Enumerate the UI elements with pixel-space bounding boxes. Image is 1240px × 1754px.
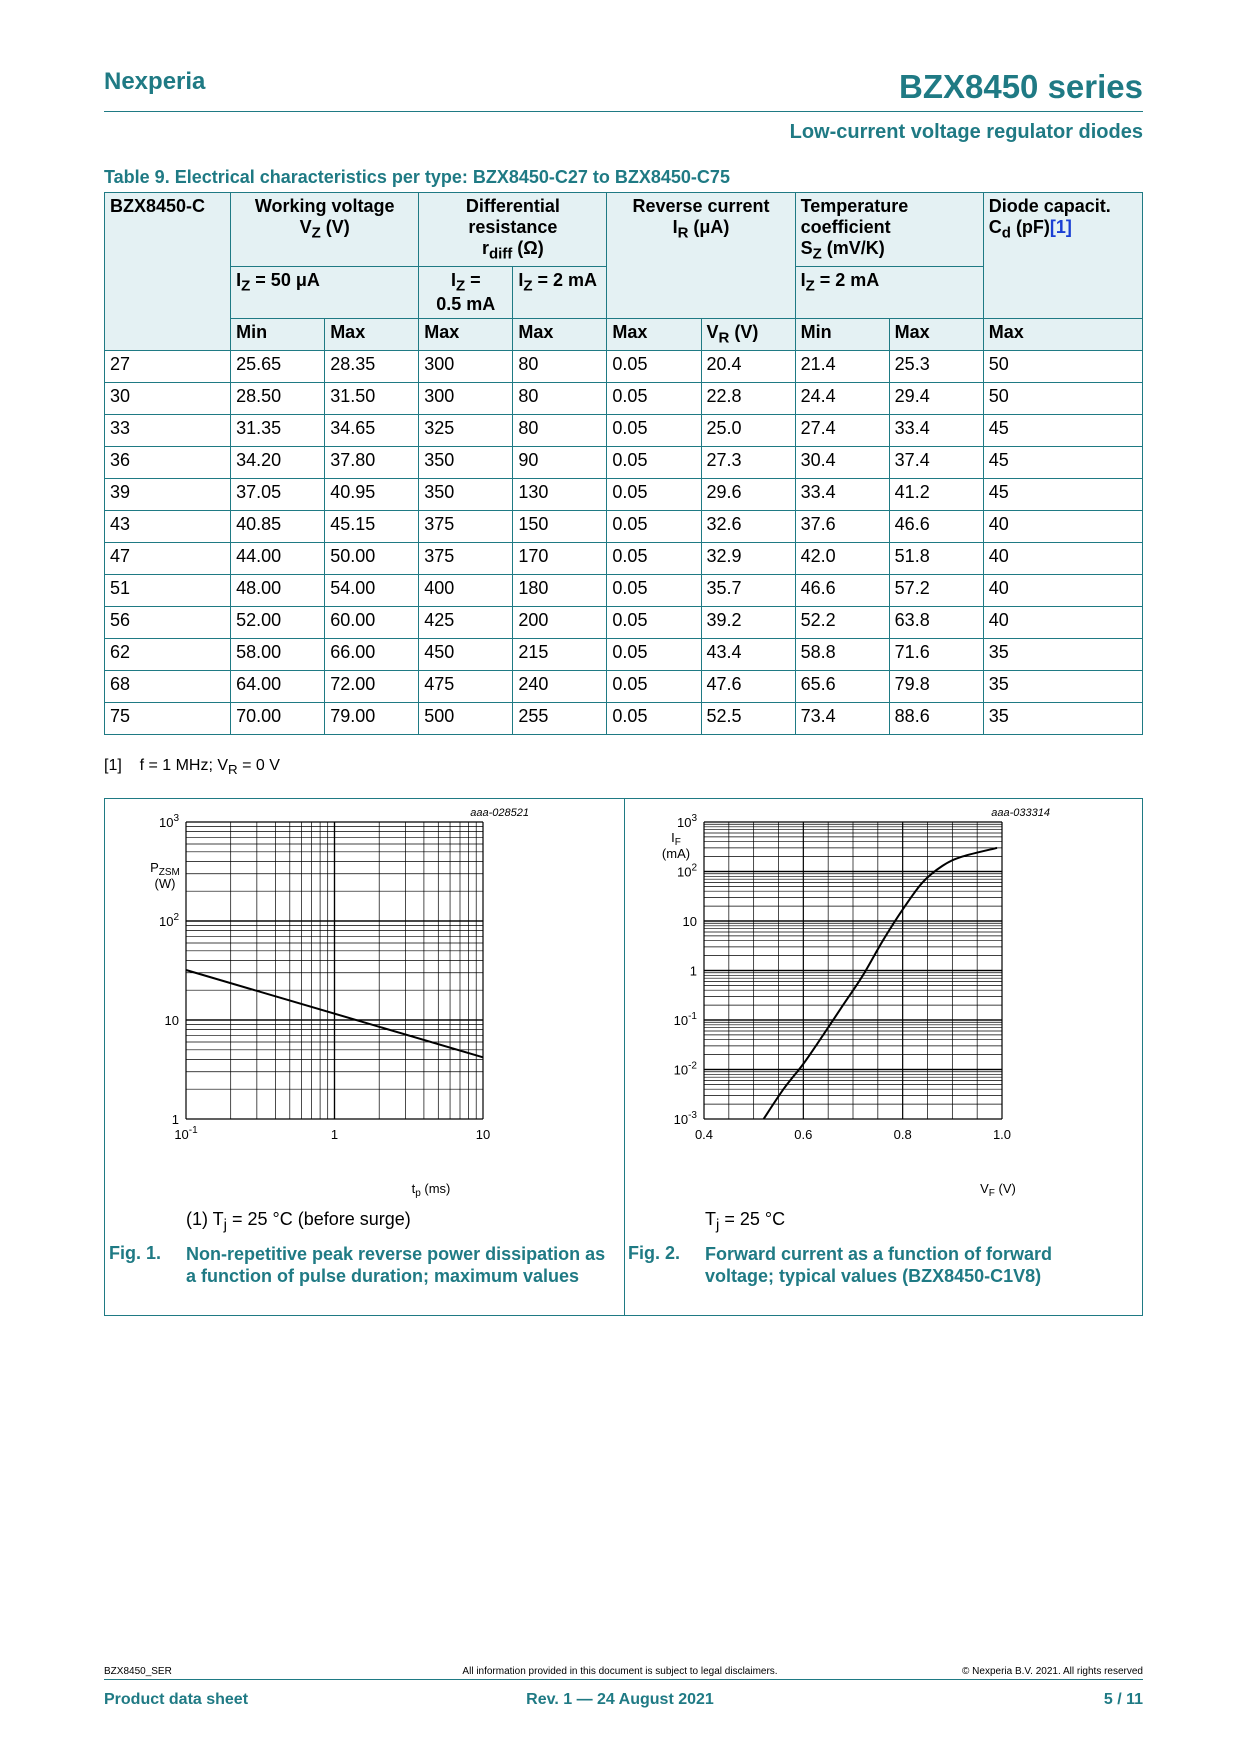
table-cell: 37.6 [795,510,889,542]
table-row [105,478,1143,510]
temp-coef-line2: coefficient [800,217,891,237]
table-cell: 35 [983,670,1142,702]
fig2-chart [624,799,1143,1199]
table-row [105,350,1143,382]
fig2-ylabel-sub: F [674,837,681,848]
table-cell: 80 [513,414,607,446]
table-cell: 375 [419,542,513,574]
fig1-cond-a: (1) T [186,1209,224,1229]
table-cell: 44.00 [231,542,325,574]
table-cell: 500 [419,702,513,734]
table-cell: 150 [513,510,607,542]
x-tick-label: 0.8 [893,1127,912,1142]
table-footnote [104,757,280,777]
x-tick-label: 1 [330,1127,339,1142]
table-cell: 75 [105,702,231,734]
table-cell: 68 [105,670,231,702]
rdiff-unit: (Ω) [512,238,544,258]
working-voltage-label: Working voltage [254,196,395,216]
diff-res-line1: Differential [465,196,560,216]
fig1-condition [186,1209,411,1234]
table-cell: 33.4 [795,478,889,510]
table-cell: 0.05 [607,478,701,510]
header-row-3 [105,319,1143,351]
y-tick-label: $10^3$ [676,813,697,830]
ir-unit: (μA) [688,217,730,237]
vz-sub: Z [311,224,321,242]
fig1-xlabel-sub: p [415,1188,421,1199]
fig2-xlabel-sub: F [988,1188,995,1199]
footer-disclaimer: All information provided in this document is subject to legal disclaimers. [462,1666,778,1677]
table-cell: 42.0 [795,542,889,574]
table-cell: 40 [983,542,1142,574]
iz-50-text: = 50 μA [250,269,320,290]
table-cell: 300 [419,350,513,382]
fig1-ylabel-sub: ZSM [158,867,180,878]
table-cell: 39 [105,478,231,510]
iz-2-text: = 2 mA [814,269,880,290]
diode-cap-label: Diode capacit. [988,196,1111,216]
table-cell: 51 [105,574,231,606]
table-caption: Table 9. Electrical characteristics per type: BZX8450-C27 to BZX8450-C75 [104,167,730,187]
rdiff-sub: diff [488,245,513,263]
header-rule [104,111,1143,112]
table-cell: 255 [513,702,607,734]
working-voltage-header [231,193,419,267]
table-cell: 200 [513,606,607,638]
table-cell: 29.6 [701,478,795,510]
y-tick-label: 10 [682,914,697,929]
table-cell: 27.3 [701,446,795,478]
fig2-ylabel-sym: I [671,830,675,845]
table-cell: 52.2 [795,606,889,638]
max-header: Max [983,319,1142,351]
y-tick-label: 10 [164,1013,179,1028]
table-cell: 170 [513,542,607,574]
header-row-1 [105,193,1143,267]
fig2-caption: Forward current as a function of forward voltage; typical values (BZX8450-C1V8) [705,1244,1053,1286]
iz-2ma-header [513,266,607,319]
footnote-ref: [1] [104,757,122,774]
iz-symbol: I [236,269,242,290]
table-cell: 24.4 [795,382,889,414]
x-tick-label: 0.4 [694,1127,714,1142]
table-cell: 47.6 [701,670,795,702]
fig2-xlabel-unit: (V) [994,1181,1016,1196]
table-cell: 28.50 [231,382,325,414]
table-row [105,382,1143,414]
table-cell: 79.00 [325,702,419,734]
table-cell: 130 [513,478,607,510]
table-cell: 33.4 [889,414,983,446]
table-row [105,446,1143,478]
type-header-text: BZX8450-C [110,196,206,216]
figures-box [104,798,1143,1316]
table-cell: 60.00 [325,606,419,638]
iz-sub: Z [241,277,251,295]
table-cell: 46.6 [889,510,983,542]
document-subtitle: Low-current voltage regulator diodes [789,121,1143,143]
table-cell: 32.6 [701,510,795,542]
max-header: Max [889,319,983,351]
table-cell: 300 [419,382,513,414]
table-cell: 35 [983,702,1142,734]
table-cell: 66.00 [325,638,419,670]
table-cell: 45 [983,414,1142,446]
type-header [105,193,231,351]
temp-coef-line1: Temperature [800,196,909,216]
max-header: Max [325,319,419,351]
table-cell: 31.50 [325,382,419,414]
vz-symbol: V [299,217,312,237]
table-cell: 45 [983,478,1142,510]
footer-doc-id: BZX8450_SER [104,1666,172,1677]
table-cell: 57.2 [889,574,983,606]
y-tick-label: $10^3$ [158,813,179,830]
table-cell: 180 [513,574,607,606]
fig2-cond-b: = 25 °C [719,1209,786,1229]
table-cell: 33 [105,414,231,446]
iz-50ua-header [231,266,419,319]
table-cell: 35.7 [701,574,795,606]
table-cell: 40.95 [325,478,419,510]
rdiff-symbol: r [481,238,489,258]
table-cell: 350 [419,478,513,510]
fig2-cond-a: T [705,1209,716,1229]
table-cell: 41.2 [889,478,983,510]
table-cell: 0.05 [607,670,701,702]
footer-revision: Rev. 1 — 24 August 2021 [526,1691,714,1708]
temp-coef-header [795,193,983,267]
fig2-label: Fig. 2. [628,1243,681,1263]
iz-symbol: I [518,269,524,290]
table-cell: 0.05 [607,702,701,734]
y-tick-label: $10^2$ [158,912,179,929]
table-cell: 79.8 [889,670,983,702]
table-cell: 39.2 [701,606,795,638]
table-cell: 0.05 [607,382,701,414]
max-header: Max [513,319,607,351]
table-cell: 31.35 [231,414,325,446]
table-cell: 22.8 [701,382,795,414]
table-row [105,510,1143,542]
table-cell: 50 [983,382,1142,414]
document-title: BZX8450 series [898,68,1143,105]
table-cell: 27 [105,350,231,382]
fig1-cond-b: = 25 °C (before surge) [227,1209,411,1229]
table-cell: 375 [419,510,513,542]
table-cell: 37.80 [325,446,419,478]
table-cell: 46.6 [795,574,889,606]
table-cell: 40.85 [231,510,325,542]
iz-symbol: I [450,269,456,290]
fig2-code-text: aaa-033314 [991,807,1050,819]
reverse-current-label: Reverse current [632,196,770,216]
fig2-grid [704,822,1002,1119]
iz-05-text-b: 0.5 mA [436,294,496,315]
footer-rule [104,1679,1143,1680]
table-row [105,574,1143,606]
table-cell: 450 [419,638,513,670]
table-cell: 0.05 [607,606,701,638]
table-cell: 48.00 [231,574,325,606]
vr-symbol: V [706,322,719,343]
table-cell: 52.00 [231,606,325,638]
table-cell: 0.05 [607,574,701,606]
table-cell: 54.00 [325,574,419,606]
max-header: Max [607,319,701,351]
footnote-text-a: f = 1 MHz; V [139,757,229,774]
table-cell: 0.05 [607,542,701,574]
fig1-ylabel-unit: (W) [154,876,176,891]
table-cell: 62 [105,638,231,670]
table-cell: 25.0 [701,414,795,446]
table-cell: 40 [983,574,1142,606]
table-cell: 70.00 [231,702,325,734]
table-cell: 80 [513,350,607,382]
fig2-forward-curve [764,848,997,1119]
footnote-link[interactable]: [1] [1049,217,1072,237]
table-cell: 65.6 [795,670,889,702]
table-cell: 21.4 [795,350,889,382]
table-cell: 425 [419,606,513,638]
table-cell: 50 [983,350,1142,382]
vr-header [701,319,795,351]
table-cell: 475 [419,670,513,702]
max-header: Max [419,319,513,351]
table-row [105,606,1143,638]
table-cell: 0.05 [607,414,701,446]
table-cell: 51.8 [889,542,983,574]
fig2-tick-labels [674,813,1011,1142]
sz-unit: (mV/K) [821,238,885,258]
iz-05-text-a: = [465,269,481,290]
ir-sub: R [677,224,689,242]
table-cell: 400 [419,574,513,606]
min-header: Min [795,319,889,351]
table-cell: 45.15 [325,510,419,542]
table-cell: 240 [513,670,607,702]
table-cell: 45 [983,446,1142,478]
table-cell: 20.4 [701,350,795,382]
fig1-cond-sub: j [223,1216,228,1234]
fig1-chart [105,799,624,1199]
fig2-cond-sub: j [716,1216,720,1234]
x-tick-label: 0.6 [794,1127,813,1142]
table-cell: 47 [105,542,231,574]
footer-copyright: © Nexperia B.V. 2021. All rights reserved [962,1666,1143,1677]
table-cell: 50.00 [325,542,419,574]
table-cell: 52.5 [701,702,795,734]
y-tick-label: $10^{-1}$ [673,1011,697,1028]
table-row [105,670,1143,702]
table-cell: 63.8 [889,606,983,638]
vr-unit: (V) [729,322,759,343]
fig2-xlabel-sym: V [980,1181,989,1196]
diode-cap-header [983,193,1142,319]
table-cell: 34.65 [325,414,419,446]
table-cell: 25.65 [231,350,325,382]
table-cell: 0.05 [607,638,701,670]
table-cell: 36 [105,446,231,478]
footnote-sub: R [228,762,238,778]
fig1-xlabel [412,1181,451,1199]
table-cell: 40 [983,606,1142,638]
vz-unit: (V) [320,217,350,237]
table-cell: 37.05 [231,478,325,510]
table-cell: 56 [105,606,231,638]
fig2-ylabel-unit: (mA) [661,846,691,861]
fig2-xlabel [980,1181,1016,1199]
ir-symbol: I [672,217,678,237]
table-cell: 25.3 [889,350,983,382]
electrical-characteristics-table [104,192,1143,735]
y-tick-label: $10^2$ [676,862,697,880]
table-cell: 58.00 [231,638,325,670]
fig1-caption: Non-repetitive peak reverse power dissipation as a function of pulse duration; maximum values [186,1244,606,1286]
table-cell: 0.05 [607,350,701,382]
fig1-label: Fig. 1. [109,1243,162,1263]
y-tick-label: 1 [689,963,697,979]
table-cell: 29.4 [889,382,983,414]
iz-sub: Z [805,277,815,295]
iz-sub: Z [523,277,533,295]
table-cell: 40 [983,510,1142,542]
table-row [105,638,1143,670]
table-cell: 27.4 [795,414,889,446]
table-cell: 28.35 [325,350,419,382]
fig1-xlabel-sym: t [411,1181,416,1196]
fig1-code [470,807,529,819]
table-cell: 35 [983,638,1142,670]
reverse-current-header [607,193,795,319]
cd-symbol: C [988,217,1002,237]
table-cell: 37.4 [889,446,983,478]
diff-res-line2: resistance [468,217,558,237]
table-cell: 215 [513,638,607,670]
fig1-grid [186,822,483,1119]
fig1-xlabel-unit: (ms) [420,1181,451,1196]
x-tick-label: 1.0 [992,1127,1012,1142]
table-cell: 0.05 [607,446,701,478]
iz-symbol: I [800,269,806,290]
fig1-code-text: aaa-028521 [470,807,529,819]
table-cell: 0.05 [607,510,701,542]
cd-unit: (pF) [1010,217,1050,237]
table-row [105,414,1143,446]
table-row [105,542,1143,574]
table-cell: 30 [105,382,231,414]
min-header: Min [231,319,325,351]
table-cell: 72.00 [325,670,419,702]
sz-sub: Z [812,245,822,263]
iz-2ma-temp-header [795,266,983,319]
table-cell: 90 [513,446,607,478]
x-tick-label: $10^{-1}$ [174,1125,198,1142]
table-body [105,350,1143,734]
fig2-condition [705,1209,785,1234]
table-cell: 32.9 [701,542,795,574]
table-cell: 43 [105,510,231,542]
table-cell: 71.6 [889,638,983,670]
iz-2-text: = 2 mA [532,269,598,290]
table-cell: 64.00 [231,670,325,702]
iz-05ma-header [419,266,513,319]
footer-page-number: 5 / 11 [1103,1691,1143,1708]
y-tick-label: $10^{-3}$ [673,1110,697,1127]
cd-sub: d [1001,224,1011,242]
x-tick-label: 10 [475,1127,491,1142]
table-row [105,702,1143,734]
fig2-code [991,807,1050,819]
table-cell: 80 [513,382,607,414]
table-cell: 34.20 [231,446,325,478]
y-tick-label: $10^{-2}$ [673,1060,697,1078]
footnote-text-b: = 0 V [237,757,280,774]
footer-doc-type: Product data sheet [104,1691,249,1708]
y-tick-label: 1 [171,1112,179,1127]
diff-resistance-header [419,193,607,267]
table-cell: 325 [419,414,513,446]
brand-name: Nexperia [104,68,206,95]
iz-sub: Z [455,277,466,295]
table-cell: 73.4 [795,702,889,734]
table-cell: 30.4 [795,446,889,478]
table-cell: 43.4 [701,638,795,670]
table-cell: 88.6 [889,702,983,734]
table-cell: 350 [419,446,513,478]
sz-symbol: S [800,238,813,258]
vr-sub: R [718,329,730,347]
table-cell: 58.8 [795,638,889,670]
fig1-ylabel-sym: P [150,860,159,875]
